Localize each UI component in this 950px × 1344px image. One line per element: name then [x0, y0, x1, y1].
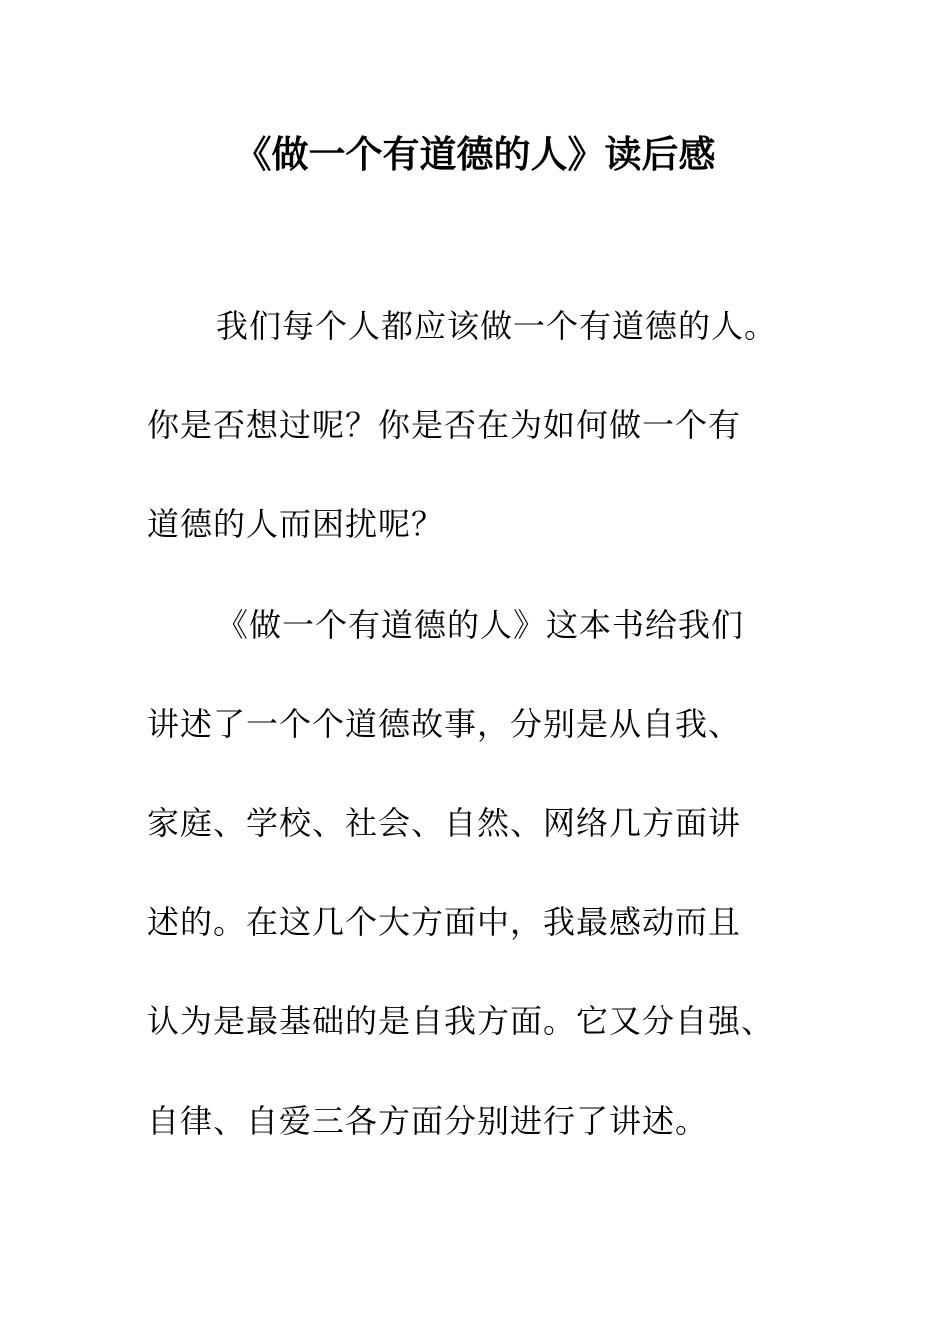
paragraph-2-line-2: 讲述了一个个道德故事，分别是从自我、	[147, 705, 742, 743]
paragraph-2-line-3: 家庭、学校、社会、自然、网络几方面讲	[147, 804, 742, 842]
paragraph-2-line-4: 述的。在这几个大方面中，我最感动而且	[147, 903, 742, 941]
paragraph-1-line-2: 你是否想过呢？你是否在为如何做一个有	[147, 406, 742, 444]
paragraph-2-line-5: 认为是最基础的是自我方面。它又分自强、	[147, 1002, 775, 1040]
paragraph-2-line-6: 自律、自爱三各方面分别进行了讲述。	[147, 1102, 709, 1140]
paragraph-1-line-1: 我们每个人都应该做一个有道德的人。	[216, 307, 778, 345]
document-title: 《做一个有道德的人》读后感	[234, 132, 716, 176]
paragraph-2-line-1: 《做一个有道德的人》这本书给我们	[216, 606, 745, 644]
paragraph-1-line-3: 道德的人而困扰呢？	[147, 505, 445, 543]
